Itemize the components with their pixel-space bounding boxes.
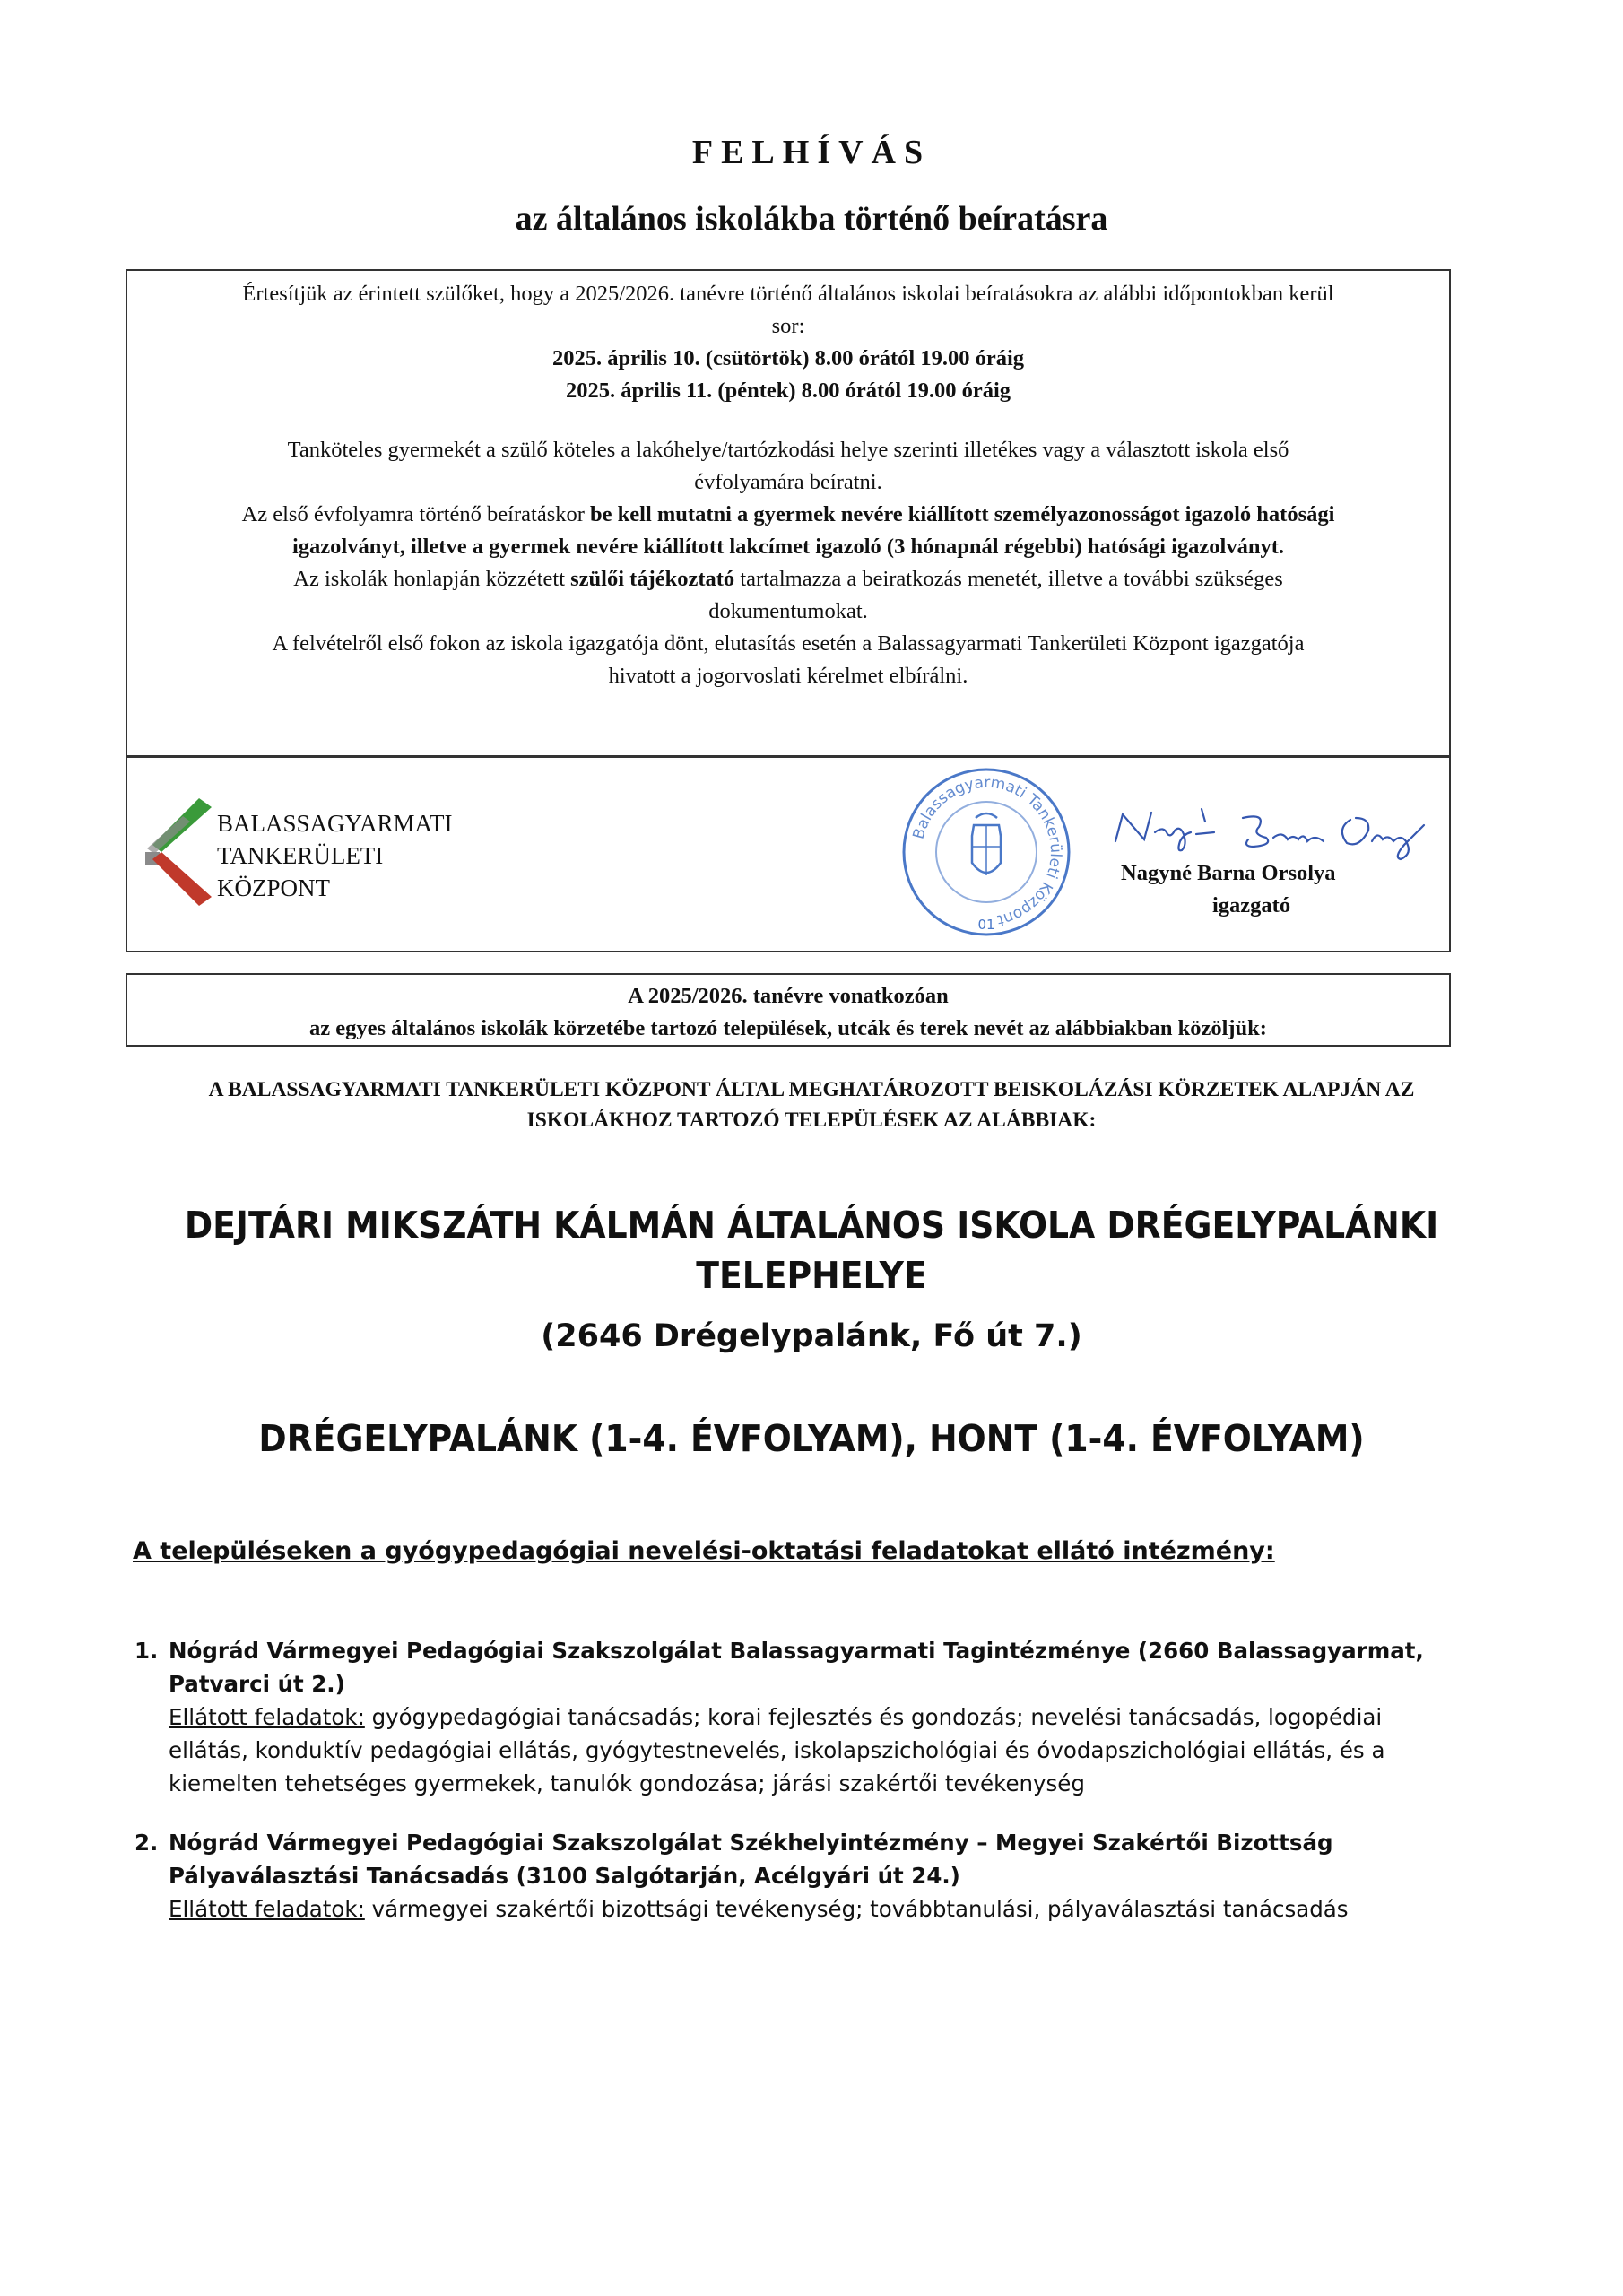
page-subtitle: az általános iskolákba történő beíratásra: [515, 200, 1108, 238]
notice-box: [126, 269, 1451, 757]
list-item-number: 2.: [135, 1830, 159, 1856]
logo-line1: BALASSAGYARMATI: [217, 810, 453, 837]
notice-p2b: igazolványt, illetve a gyermek nevére kiállított lakcímet igazoló (3 hónapnál régebbi) hatósági igazolványt.: [291, 535, 1285, 559]
list-item-tasks-line1: [169, 1700, 1469, 1734]
notice-p3a-plain1: Az iskolák honlapján közzétett: [293, 567, 571, 591]
tasks-text: vármegyei szakértői bizottsági tevékenység; továbbtanulási, pályaválasztási tanácsadás: [364, 1896, 1349, 1922]
year-box-line2: az egyes általános iskolák körzetébe tartozó települések, utcák és terek nevét az alábbiakban közöljük:: [309, 1016, 1267, 1040]
stamp-number: 01: [977, 917, 995, 933]
district-intro-line1: A BALASSAGYARMATI TANKERÜLETI KÖZPONT ÁLTAL MEGHATÁROZOTT BEISKOLÁZÁSI KÖRZETEK ALAPJÁN AZ: [208, 1078, 1415, 1101]
notice-p1a: Tanköteles gyermekét a szülő köteles a lakóhelye/tartózkodási helye szerinti illetékes vagy a választott iskola első: [287, 438, 1289, 462]
school-name-line1: DEJTÁRI MIKSZÁTH KÁLMÁN ÁLTALÁNOS ISKOLA DRÉGELYPALÁNKI: [184, 1204, 1439, 1247]
list-item-tasks-line2: ellátás, konduktív pedagógiai ellátás, gyógytestnevelés, iskolapszichológiai és óvodapszichológiai ellátás, és a: [169, 1737, 1385, 1763]
enrollment-date-2: 2025. április 11. (péntek) 8.00 órától 19.00 óráig: [565, 378, 1011, 403]
list-item-title-line2: Pályaválasztási Tanácsadás (3100 Salgótarján, Acélgyári út 24.): [169, 1863, 960, 1889]
list-item: [135, 1826, 1469, 1926]
tankeruleti-logo-icon: [135, 796, 215, 913]
notice-p3a: [127, 563, 1449, 596]
school-address: (2646 Drégelypalánk, Fő út 7.): [541, 1318, 1082, 1354]
notice-p2a: [127, 499, 1449, 531]
logo-line2: TANKERÜLETI: [217, 842, 384, 869]
year-box-line1: A 2025/2026. tanévre vonatkozóan: [628, 984, 949, 1008]
notice-p1b: évfolyamára beíratni.: [694, 470, 882, 494]
notice-p3a-plain2: tartalmazza a beiratkozás menetét, illetve a további szükséges: [734, 567, 1283, 591]
school-name-line2: TELEPHELYE: [696, 1254, 927, 1297]
list-item-tasks-line3: kiemelten tehetséges gyermekek, tanulók gondozása; járási szakértői tevékenység: [169, 1770, 1085, 1796]
school-grades: DRÉGELYPALÁNK (1-4. ÉVFOLYAM), HONT (1-4. ÉVFOLYAM): [258, 1417, 1365, 1460]
handwritten-signature-icon: [1108, 798, 1467, 863]
list-item: [135, 1634, 1469, 1800]
signatory-role: igazgató: [1212, 893, 1291, 918]
tasks-label: Ellátott feladatok:: [169, 1896, 365, 1922]
page-title: FELHÍVÁS: [691, 134, 932, 171]
notice-p2a-bold: be kell mutatni a gyermek nevére kiállított személyazonosságot igazoló hatósági: [590, 502, 1335, 526]
tasks-label: Ellátott feladatok:: [169, 1704, 365, 1730]
stamp-text: Balassagyarmati Tankerületi Központ: [909, 773, 1065, 929]
notice-p3b: dokumentumokat.: [708, 599, 868, 623]
notice-p2a-plain: Az első évfolyamra történő beíratáskor: [241, 502, 591, 526]
tasks-text: gyógypedagógiai tanácsadás; korai fejlesztés és gondozás; nevelési tanácsadás, logopédiai: [364, 1704, 1383, 1730]
notice-p4b: hivatott a jogorvoslati kérelmet elbírálni.: [608, 664, 968, 688]
logo-line3: KÖZPONT: [217, 874, 330, 901]
list-item-title-line1: Nógrád Vármegyei Pedagógiai Szakszolgálat Székhelyintézmény – Megyei Szakértői Bizottság: [169, 1830, 1333, 1856]
notice-p4a: A felvételről első fokon az iskola igazgatója dönt, elutasítás esetén a Balassagyarmati Tankerületi Központ igazgatója: [272, 631, 1305, 656]
district-intro: [126, 1074, 1497, 1135]
special-education-heading: A településeken a gyógypedagógiai nevelési-oktatási feladatokat ellátó intézmény:: [133, 1537, 1275, 1565]
svg-text:Balassagyarmati Tankerületi Kö: [910, 774, 1065, 929]
school-name: [147, 1200, 1475, 1300]
list-item-title-line2: Patvarci út 2.): [169, 1671, 345, 1697]
list-item-title-line1: Nógrád Vármegyei Pedagógiai Szakszolgálat Balassagyarmati Tagintézménye (2660 Balassagyarmat,: [169, 1638, 1424, 1664]
list-item-tasks-line1: [169, 1892, 1469, 1926]
enrollment-date-1: 2025. április 10. (csütörtök) 8.00 órától 19.00 óráig: [551, 346, 1025, 370]
notice-p3a-bold: szülői tájékoztató: [570, 567, 735, 591]
logo-text: [217, 807, 453, 904]
year-box: [126, 973, 1451, 1047]
district-intro-line2: ISKOLÁKHOZ TARTOZÓ TELEPÜLÉSEK AZ ALÁBBIAK:: [526, 1109, 1097, 1132]
official-stamp-icon: [900, 764, 1072, 940]
signatory-name: Nagyné Barna Orsolya: [1121, 861, 1336, 885]
notice-line1: Értesítjük az érintett szülőket, hogy a 2025/2026. tanévre történő általános iskolai beíratásokra az alábbi időpontokban kerül: [242, 282, 1334, 306]
list-item-number: 1.: [135, 1638, 159, 1664]
notice-line2: sor:: [771, 314, 805, 338]
